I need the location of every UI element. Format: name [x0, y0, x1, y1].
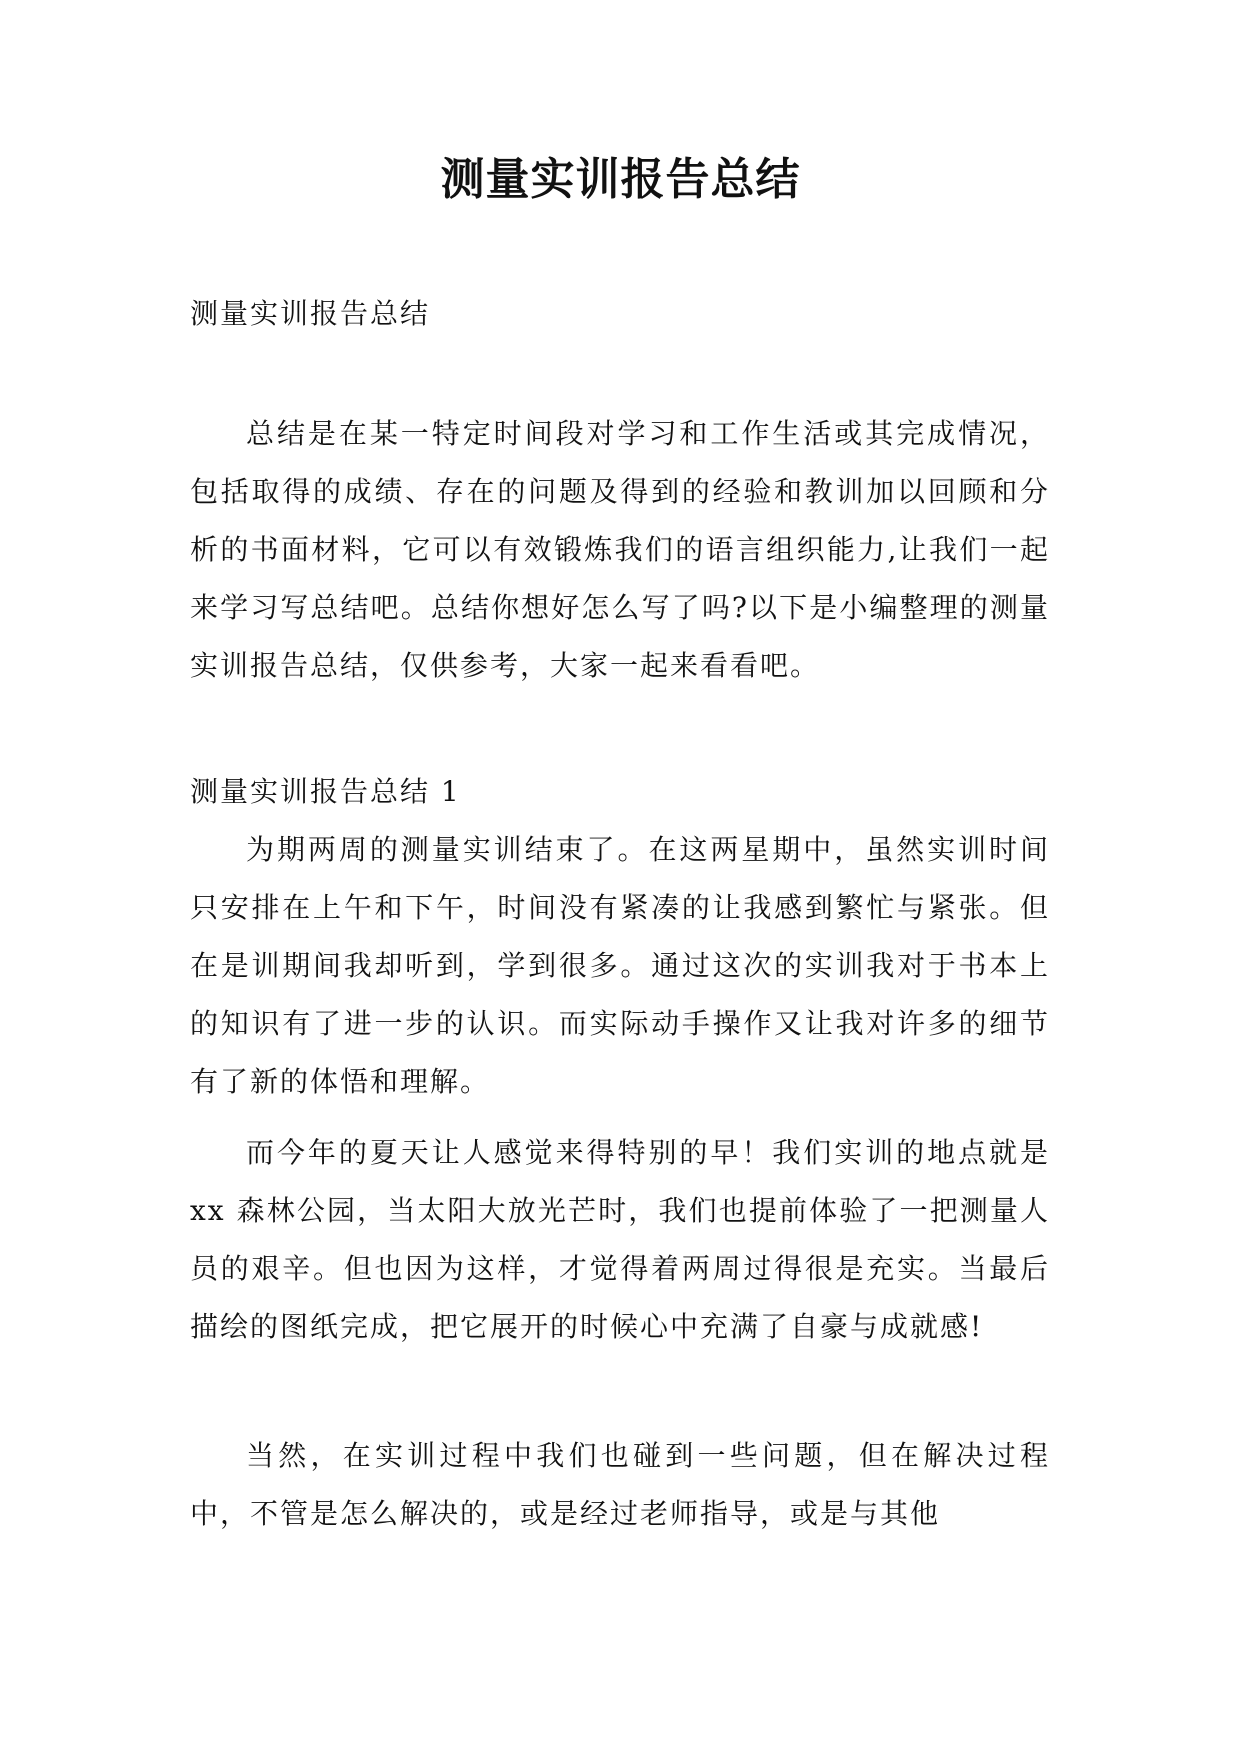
- body-paragraph-3: 当然，在实训过程中我们也碰到一些问题，但在解决过程中，不管是怎么解决的，或是经过老师指导，或是与其他: [190, 1439, 1050, 1530]
- body-paragraph-2: 而今年的夏天让人感觉来得特别的早！我们实训的地点就是 xx 森林公园，当太阳大放光芒时，我们也提前体验了一把测量人员的艰辛。但也因为这样，才觉得着两周过得很是充实。当最后描绘的图纸完成，把它展开的时候心中充满了自豪与成就感!: [190, 1136, 1050, 1343]
- document-title: 测量实训报告总结: [440, 154, 801, 205]
- body-paragraph-1: 为期两周的测量实训结束了。在这两星期中，虽然实训时间只安排在上午和下午，时间没有紧凑的让我感到繁忙与紧张。但在是训期间我却听到，学到很多。通过这次的实训我对于书本上的知识有了进一步的认识。而实际动手操作又让我对许多的细节有了新的体悟和理解。: [190, 833, 1050, 1098]
- intro-paragraph: 总结是在某一特定时间段对学习和工作生活或其完成情况，包括取得的成绩、存在的问题及得到的经验和教训加以回顾和分析的书面材料，它可以有效锻炼我们的语言组织能力,让我们一起来学习写总结吧。总结你想好怎么写了吗?以下是小编整理的测量实训报告总结，仅供参考，大家一起来看看吧。: [190, 417, 1050, 682]
- section-heading: 测量实训报告总结 1: [190, 775, 461, 808]
- document-subtitle: 测量实训报告总结: [190, 297, 431, 330]
